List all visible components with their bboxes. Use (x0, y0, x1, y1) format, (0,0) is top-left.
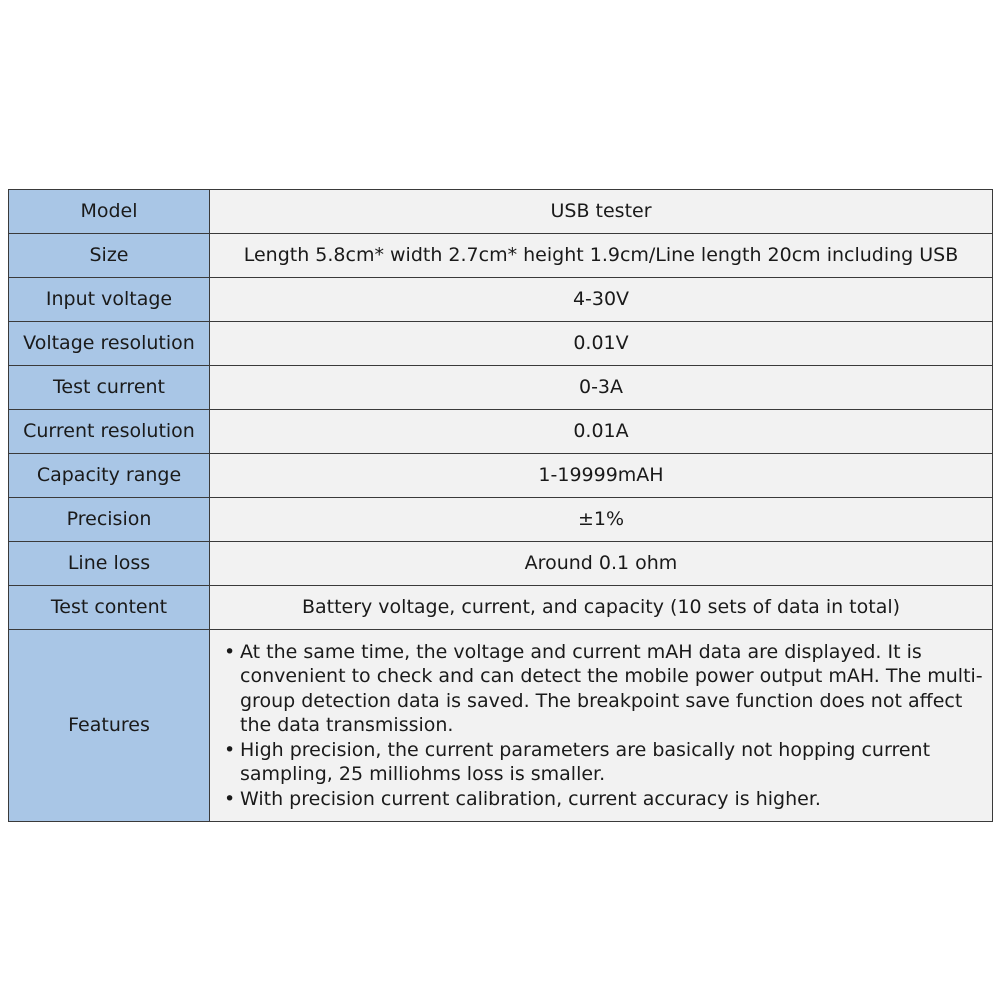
features-list (210, 640, 992, 812)
spec-value: Length 5.8cm* width 2.7cm* height 1.9cm/Line length 20cm including USB (210, 234, 993, 278)
features-cell (210, 630, 993, 822)
spec-label: Current resolution (9, 410, 210, 454)
spec-value: ±1% (210, 498, 993, 542)
spec-row-capacity-range (9, 454, 993, 498)
spec-row-line-loss (9, 542, 993, 586)
spec-row-input-voltage (9, 278, 993, 322)
feature-item: • With precision current calibration, current accuracy is higher. (240, 787, 984, 812)
spec-row-current-resolution (9, 410, 993, 454)
spec-row-features (9, 630, 993, 822)
spec-value: 0-3A (210, 366, 993, 410)
spec-label: Line loss (9, 542, 210, 586)
spec-label: Model (9, 190, 210, 234)
spec-row-test-current (9, 366, 993, 410)
spec-value: 1-19999mAH (210, 454, 993, 498)
spec-value: 4-30V (210, 278, 993, 322)
spec-label: Test current (9, 366, 210, 410)
spec-label: Features (9, 630, 210, 822)
spec-row-voltage-resolution (9, 322, 993, 366)
spec-label: Size (9, 234, 210, 278)
spec-label: Input voltage (9, 278, 210, 322)
spec-label: Capacity range (9, 454, 210, 498)
feature-item: • High precision, the current parameters are basically not hopping current sampling, 25 milliohms loss is smaller. (240, 738, 984, 787)
spec-label: Test content (9, 586, 210, 630)
spec-table (8, 189, 993, 822)
spec-label: Precision (9, 498, 210, 542)
spec-label: Voltage resolution (9, 322, 210, 366)
spec-value: Battery voltage, current, and capacity (10 sets of data in total) (210, 586, 993, 630)
spec-row-size (9, 234, 993, 278)
spec-row-model (9, 190, 993, 234)
spec-value: Around 0.1 ohm (210, 542, 993, 586)
spec-row-precision (9, 498, 993, 542)
spec-value: 0.01A (210, 410, 993, 454)
spec-value: 0.01V (210, 322, 993, 366)
spec-row-test-content (9, 586, 993, 630)
spec-value: USB tester (210, 190, 993, 234)
feature-item: • At the same time, the voltage and current mAH data are displayed. It is convenient to check and can detect the mobile power output mAH. The multi-group detection data is saved. The breakpoint save function does not affect the data transmission. (240, 640, 984, 738)
